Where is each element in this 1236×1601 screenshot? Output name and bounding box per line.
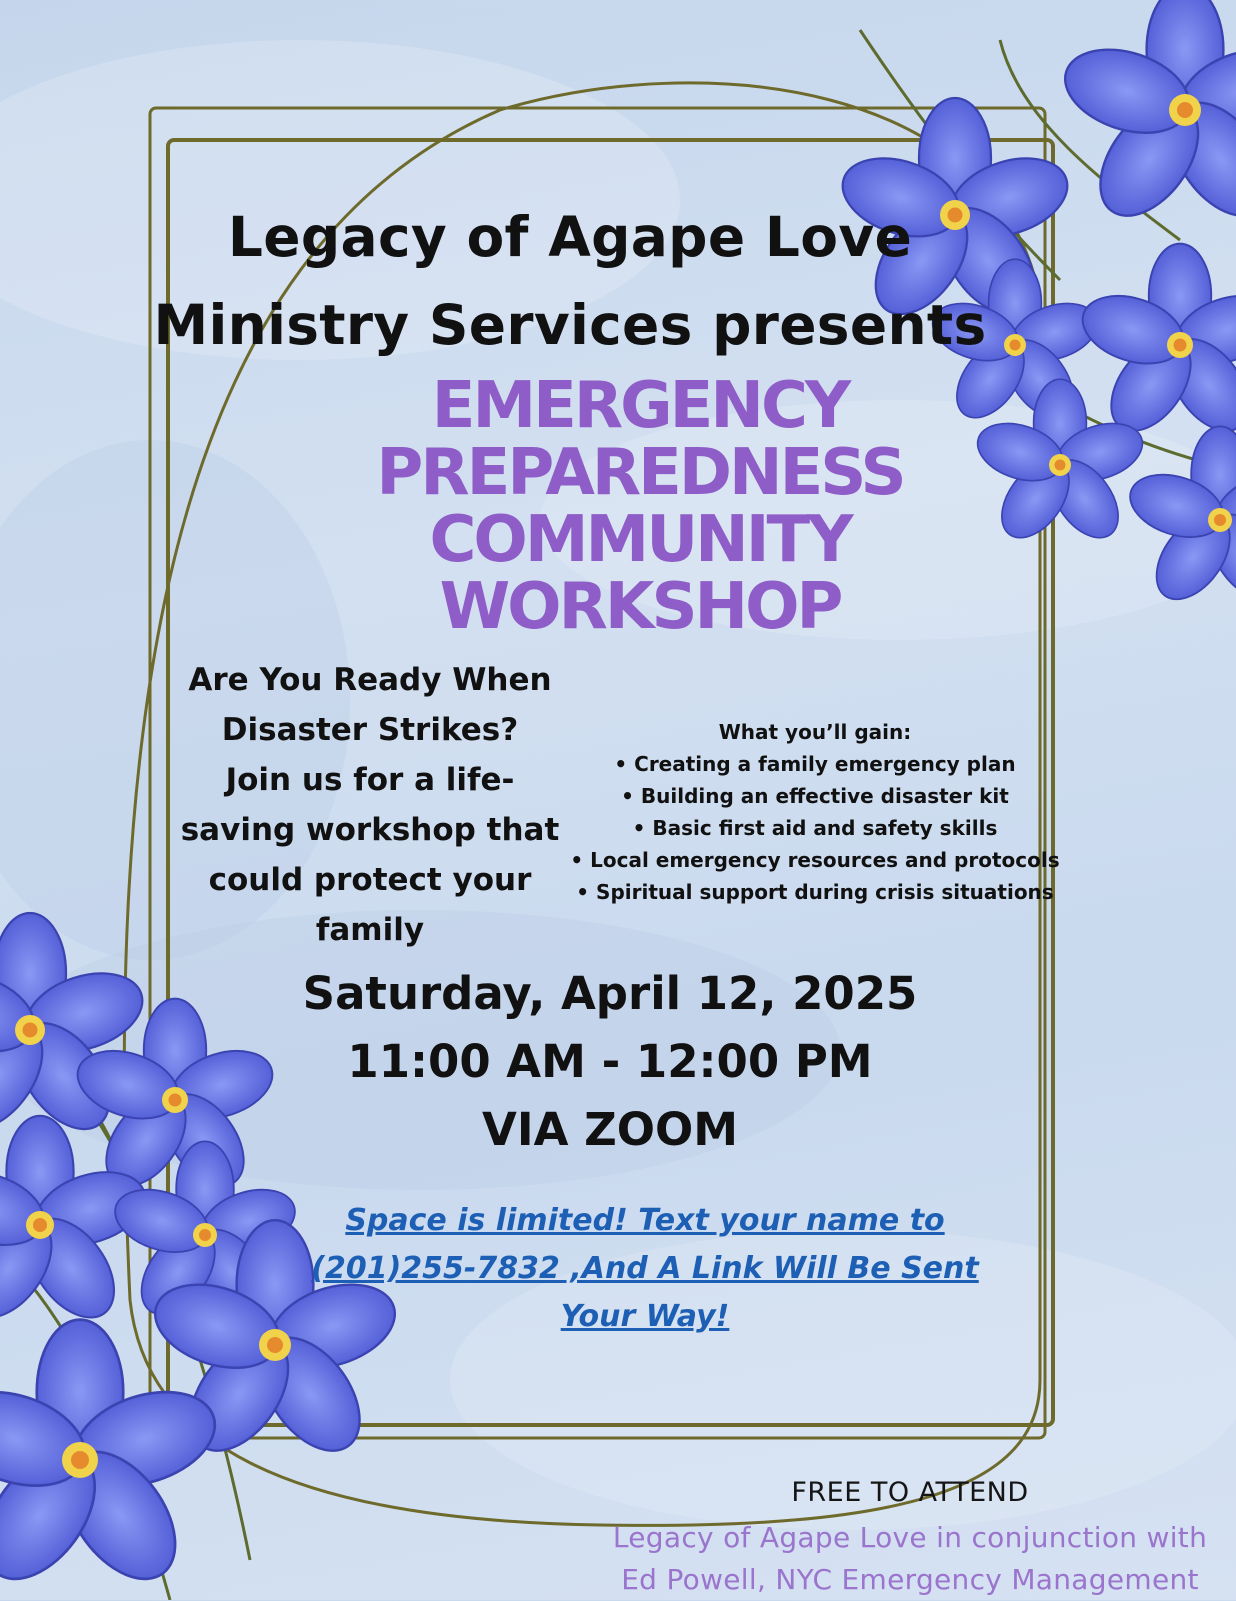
benefit-item: • Building an effective disaster kit bbox=[621, 784, 1009, 808]
event-time: 11:00 AM - 12:00 PM bbox=[347, 1035, 873, 1088]
credit-text bbox=[600, 1517, 1220, 1601]
organizer-line-1: Legacy of Agape Love bbox=[227, 205, 913, 269]
organizer-line-2: Ministry Services presents bbox=[153, 293, 987, 357]
benefit-item: • Creating a family emergency plan bbox=[614, 752, 1016, 776]
intro-line: family bbox=[315, 912, 425, 948]
credit-line: Legacy of Agape Love in conjunction with bbox=[612, 1521, 1208, 1554]
benefits-list bbox=[570, 716, 1060, 908]
organizer-heading bbox=[140, 193, 1000, 369]
event-details bbox=[260, 960, 960, 1164]
free-label: FREE TO ATTEND bbox=[791, 1477, 1029, 1508]
cta-line[interactable]: (201)255-7832 ,And A Link Will Be Sent bbox=[311, 1251, 979, 1286]
intro-line: saving workshop that bbox=[180, 812, 560, 848]
registration-link[interactable] bbox=[300, 1197, 990, 1341]
benefit-item: • Spiritual support during crisis situations bbox=[576, 880, 1054, 904]
cta-line[interactable]: Space is limited! Text your name to bbox=[345, 1203, 945, 1238]
credit-line: Ed Powell, NYC Emergency Management bbox=[621, 1563, 1199, 1596]
benefits-heading: What you’ll gain: bbox=[718, 720, 912, 744]
event-title-line: WORKSHOP bbox=[439, 570, 841, 644]
intro-text bbox=[170, 655, 570, 955]
event-title-line: COMMUNITY bbox=[429, 503, 851, 577]
intro-line: Are You Ready When bbox=[188, 662, 552, 698]
event-title bbox=[260, 369, 1020, 644]
event-title-line: PREPAREDNESS bbox=[376, 436, 904, 510]
event-venue: VIA ZOOM bbox=[482, 1103, 738, 1156]
intro-line: could protect your bbox=[208, 862, 532, 898]
event-date: Saturday, April 12, 2025 bbox=[302, 967, 918, 1020]
event-title-line: EMERGENCY bbox=[431, 369, 849, 443]
intro-line: Disaster Strikes? bbox=[221, 712, 519, 748]
benefit-item: • Basic first aid and safety skills bbox=[632, 816, 998, 840]
cta-line[interactable]: Your Way! bbox=[560, 1299, 730, 1334]
benefit-item: • Local emergency resources and protocols bbox=[570, 848, 1060, 872]
intro-line: Join us for a life- bbox=[225, 762, 515, 798]
